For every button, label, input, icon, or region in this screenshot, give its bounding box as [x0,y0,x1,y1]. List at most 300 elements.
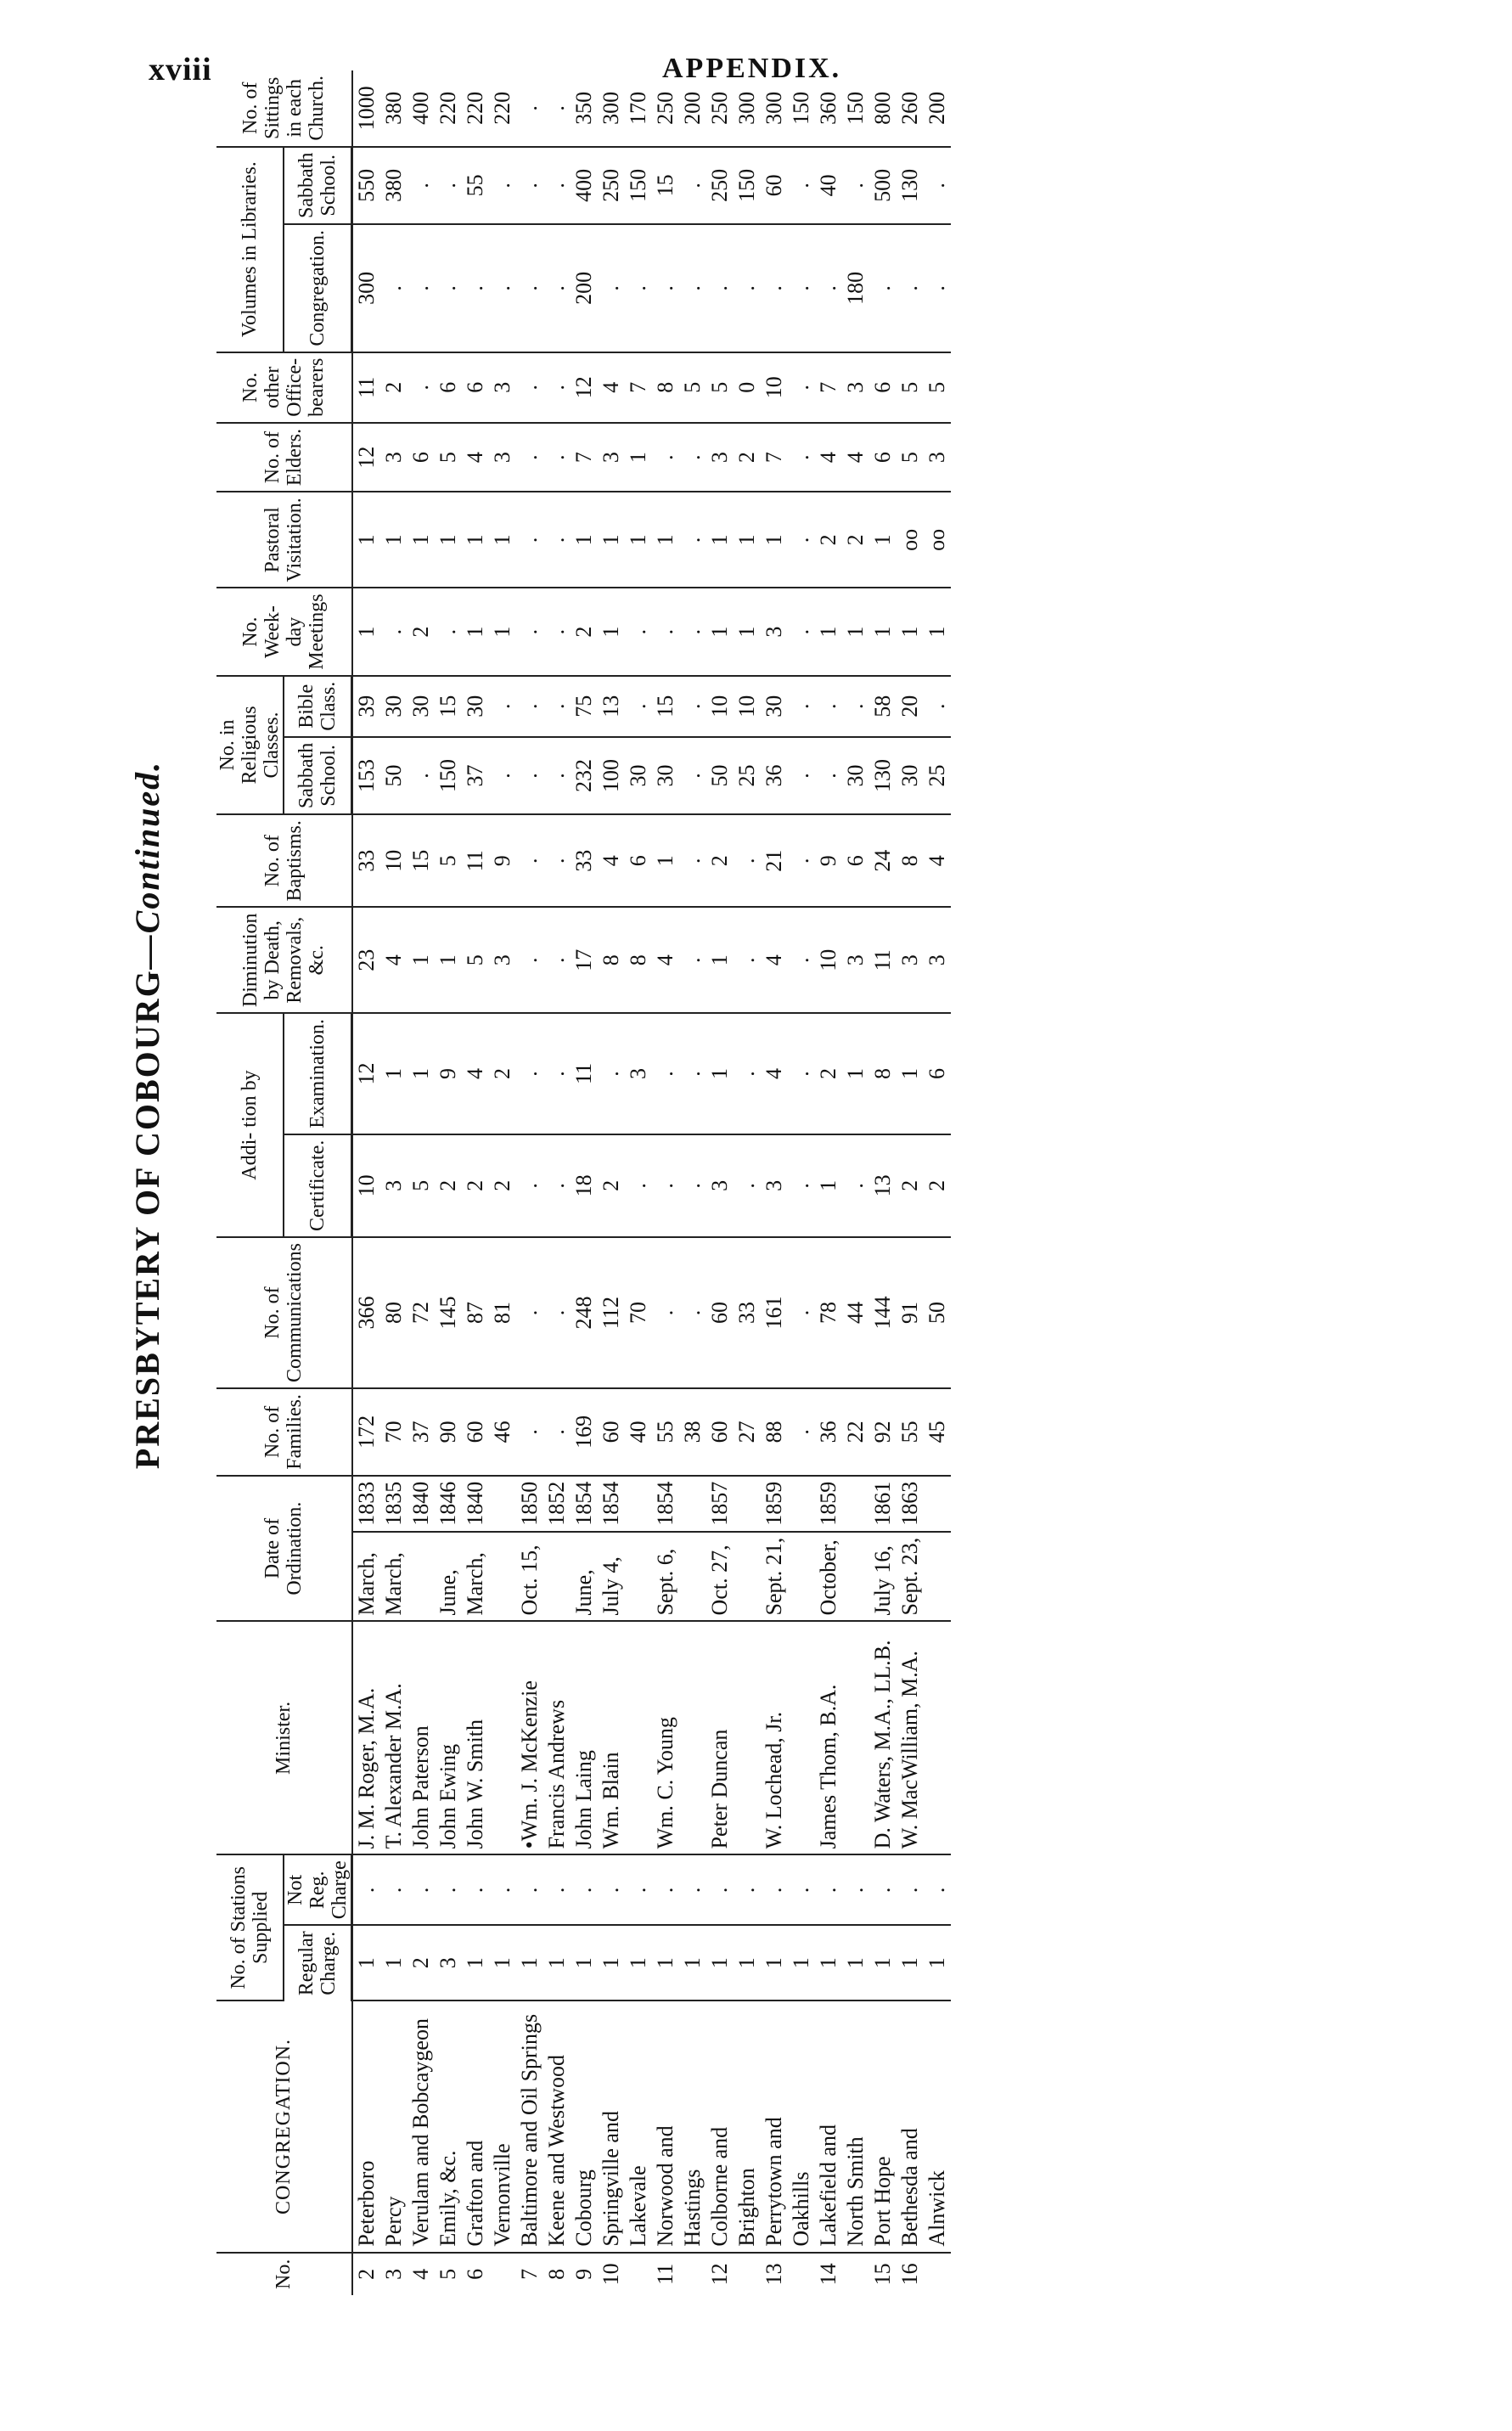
cell-minister [679,1621,706,1854]
cell-reg: 1 [652,1925,679,2001]
cell-no: 2 [353,2268,379,2280]
cell-cert: 1 [815,1134,842,1237]
cell-eld: 2 [734,423,761,492]
cell-wdm: 1 [869,588,897,675]
cell-fam: 36 [815,1388,842,1476]
cell-libc: . [924,224,951,352]
cell-libs: 150 [734,147,761,224]
cell-exam: . [734,1013,761,1134]
cell-sit: 170 [625,70,652,147]
cell-minister: Francis Andrews [543,1621,571,1854]
cell-libs: . [679,147,706,224]
col-communicants: No. of Communications [216,1237,352,1388]
cell-cert: . [543,1134,571,1237]
cell-reg: 1 [462,1925,489,2001]
cell-ob: 10 [761,352,788,423]
cell-fam: . [788,1388,815,1476]
cell-reg: 1 [869,1925,897,2001]
cell-ss: 37 [462,737,489,814]
cell-eld: . [543,423,571,492]
cell-reg: 1 [571,1925,598,2001]
cell-wdm: 1 [734,588,761,675]
cell-no: 15 [870,2263,895,2286]
col-office-bearers: No. other Office-bearers [216,352,352,423]
cell-fam: 60 [706,1388,734,1476]
cell-comm: 72 [408,1237,435,1388]
cell-comm: . [543,1237,571,1388]
cell-notreg: . [815,1854,842,1925]
cell-no: 9 [571,2268,596,2280]
cell-exam: . [543,1013,571,1134]
cell-bapt: 11 [462,814,489,907]
cell-month: June, [571,1532,598,1622]
cell-reg: 1 [897,1925,924,2001]
cell-wdm: . [516,588,543,675]
cell-bc: . [516,676,543,737]
cell-eld: 3 [380,423,408,492]
cell-month: Oct. 27, [706,1532,734,1622]
cell-no [625,2253,652,2295]
cell-eld: 6 [408,423,435,492]
cell-month: Sept. 6, [652,1532,679,1622]
cell-month [679,1532,706,1622]
cell-minister: John W. Smith [462,1621,489,1854]
page-number: xviii [149,52,212,87]
cell-comm: 144 [869,1237,897,1388]
cell-bapt: 6 [842,814,869,907]
cell-year: 1854 [652,1476,679,1532]
cell-notreg: . [869,1854,897,1925]
cell-notreg: . [842,1854,869,1925]
table-row [380,70,408,2295]
cell-bapt: . [734,814,761,907]
cell-pv: 1 [352,492,381,588]
cell-ss: 50 [706,737,734,814]
table-row [842,70,869,2295]
cell-eld: 7 [571,423,598,492]
cell-wdm: 1 [706,588,734,675]
cell-year: 1854 [571,1476,598,1532]
cell-bapt: . [543,814,571,907]
cell-ss: 150 [435,737,462,814]
cell-comm: 60 [706,1237,734,1388]
col-elders: No. of Elders. [216,423,352,492]
cell-month: October, [815,1532,842,1622]
cell-exam: . [598,1013,625,1134]
cell-wdm: . [788,588,815,675]
cell-notreg: . [462,1854,489,1925]
cell-libc: . [788,224,815,352]
cell-minister: Wm. C. Young [652,1621,679,1854]
cell-year [924,1476,951,1532]
cell-sit: 350 [571,70,598,147]
cell-pv: 1 [598,492,625,588]
cell-libc: . [380,224,408,352]
cell-comm: 44 [842,1237,869,1388]
cell-comm: 91 [897,1237,924,1388]
cell-no [924,2253,951,2295]
cell-pv: oo [897,492,924,588]
cell-ss: 50 [380,737,408,814]
cell-bc: 58 [869,676,897,737]
cell-notreg: . [598,1854,625,1925]
cell-wdm: 1 [842,588,869,675]
cell-notreg: . [897,1854,924,1925]
cell-bapt: 4 [924,814,951,907]
cell-ss: 130 [869,737,897,814]
cell-cert: . [516,1134,543,1237]
cell-bc: 30 [462,676,489,737]
cell-no: 16 [897,2263,922,2286]
table-row [462,70,489,2295]
cell-minister: T. Alexander M.A. [380,1621,408,1854]
cell-libs: 380 [380,147,408,224]
cell-minister [842,1621,869,1854]
table-row [788,70,815,2295]
cell-dim: 10 [815,907,842,1013]
cell-minister: W. Lochead, Jr. [761,1621,788,1854]
cell-bc: 30 [408,676,435,737]
cell-minister: John Ewing [435,1621,462,1854]
cell-wdm: . [679,588,706,675]
table-title [127,308,167,1922]
cell-no: 6 [463,2268,487,2280]
cell-pv: 1 [625,492,652,588]
cell-eld: . [516,423,543,492]
cell-libc: . [408,224,435,352]
cell-minister: •Wm. J. McKenzie [516,1621,543,1854]
col-no: No. [216,2253,352,2295]
cell-bapt: 4 [598,814,625,907]
cell-dim: 1 [435,907,462,1013]
col-congregation: CONGREGATION. [216,2001,352,2252]
cell-comm: 70 [625,1237,652,1388]
table-row [897,70,924,2295]
cell-ob: 8 [652,352,679,423]
cell-pv: 2 [815,492,842,588]
cell-wdm: 1 [598,588,625,675]
cell-sit: 200 [924,70,951,147]
cell-wdm: 1 [462,588,489,675]
cell-sit: 250 [652,70,679,147]
cell-minister: J. M. Roger, M.A. [352,1621,381,1854]
cell-no: 10 [599,2263,623,2286]
cell-pv: 1 [761,492,788,588]
col-pastoral: Pastoral Visitation. [216,492,352,588]
cell-year: 1835 [380,1476,408,1532]
cell-sit: 220 [435,70,462,147]
cell-fam: 90 [435,1388,462,1476]
cell-minister [489,1621,516,1854]
cell-dim: 8 [625,907,652,1013]
cell-reg: 1 [842,1925,869,2001]
cell-comm: 112 [598,1237,625,1388]
cell-bc: . [679,676,706,737]
cell-bc: 10 [706,676,734,737]
cell-bapt: 33 [571,814,598,907]
table-row [489,70,516,2295]
cell-comm: 161 [761,1237,788,1388]
cell-ob: 6 [435,352,462,423]
cell-libs: 500 [869,147,897,224]
cell-month: July 16, [869,1532,897,1622]
col-weekday-meetings: No. Week-day Meetings [216,588,352,675]
cell-minister [924,1621,951,1854]
cell-no: 14 [816,2263,840,2286]
cell-reg: 1 [516,1925,543,2001]
cell-minister: John Paterson [408,1621,435,1854]
cell-year: 1852 [543,1476,571,1532]
table-row [706,70,734,2295]
cell-fam: . [516,1388,543,1476]
cell-ob: 7 [815,352,842,423]
cell-no: 7 [517,2268,542,2280]
cell-libc: . [815,224,842,352]
cell-libs: 250 [598,147,625,224]
cell-bapt: 21 [761,814,788,907]
cell-dim: 4 [380,907,408,1013]
cell-eld: . [788,423,815,492]
table-row [734,70,761,2295]
table-row [652,70,679,2295]
cell-pv: oo [924,492,951,588]
cell-no: 4 [408,2268,433,2280]
cell-libc: . [489,224,516,352]
cell-exam: 1 [380,1013,408,1134]
table-title-main: PRESBYTERY OF COBOURG [128,969,166,1470]
col-diminution: Diminution by Death, Removals, &c. [216,907,352,1013]
cell-dim: 3 [489,907,516,1013]
cell-pv: 1 [435,492,462,588]
cell-libs: 55 [462,147,489,224]
cell-sit: 300 [761,70,788,147]
cell-reg: 1 [924,1925,951,2001]
cell-libc: 180 [842,224,869,352]
cell-ob: 6 [869,352,897,423]
cell-bapt: . [679,814,706,907]
cell-reg: 3 [435,1925,462,2001]
cell-dim: 3 [842,907,869,1013]
cell-fam: 45 [924,1388,951,1476]
cell-month: March, [352,1532,381,1622]
cell-eld: 5 [435,423,462,492]
cell-notreg: . [625,1854,652,1925]
cell-notreg: . [924,1854,951,1925]
col-examination: Examination. [284,1013,352,1134]
cell-cert: 3 [761,1134,788,1237]
cell-exam: 1 [897,1013,924,1134]
cell-libc: . [706,224,734,352]
cell-bapt: 24 [869,814,897,907]
cell-exam: . [788,1013,815,1134]
cell-no: 12 [707,2263,732,2286]
cell-ob: 2 [380,352,408,423]
col-minister: Minister. [216,1621,352,1854]
cell-bc: . [543,676,571,737]
table-row [516,70,543,2295]
cell-bc: 39 [352,676,381,737]
cell-bapt: 8 [897,814,924,907]
cell-comm: 81 [489,1237,516,1388]
cell-sit: 360 [815,70,842,147]
cell-libs: 250 [706,147,734,224]
cell-ss: . [788,737,815,814]
cell-no [679,2253,706,2295]
cell-ob: 5 [679,352,706,423]
cell-reg: 1 [543,1925,571,2001]
cell-bc: . [924,676,951,737]
cell-wdm: . [435,588,462,675]
cell-sit: 300 [734,70,761,147]
cell-ss: 30 [897,737,924,814]
cell-month: Sept. 21, [761,1532,788,1622]
cell-bapt: 9 [815,814,842,907]
cell-reg: 1 [598,1925,625,2001]
cell-reg: 1 [761,1925,788,2001]
cell-year [489,1476,516,1532]
cell-fam: 92 [869,1388,897,1476]
cell-notreg: . [652,1854,679,1925]
cell-pv: . [543,492,571,588]
cell-dim: . [734,907,761,1013]
cell-ob: 5 [706,352,734,423]
cell-month: Oct. 15, [516,1532,543,1622]
cell-fam: 172 [352,1388,381,1476]
cell-eld: 5 [897,423,924,492]
cell-ob: . [788,352,815,423]
cell-exam: 12 [352,1013,381,1134]
cell-libs: . [924,147,951,224]
cell-ss: . [815,737,842,814]
cell-wdm: . [652,588,679,675]
cell-libc: . [543,224,571,352]
cell-exam: 4 [462,1013,489,1134]
cell-libs: . [435,147,462,224]
cell-fam: 46 [489,1388,516,1476]
cell-ob: 3 [489,352,516,423]
cell-sit: 400 [408,70,435,147]
cell-notreg: . [543,1854,571,1925]
cell-minister: John Laing [571,1621,598,1854]
cell-libc: 200 [571,224,598,352]
cell-comm: 78 [815,1237,842,1388]
cell-notreg: . [408,1854,435,1925]
cell-no: 8 [544,2268,569,2280]
col-sittings: No. of Sittings in each Church. [216,70,352,147]
table-row [924,70,951,2295]
cell-bapt: 6 [625,814,652,907]
cell-sit: 800 [869,70,897,147]
cell-libc: 300 [352,224,381,352]
cell-wdm: 1 [924,588,951,675]
cell-pv: . [516,492,543,588]
cell-cert: . [842,1134,869,1237]
cell-year: 1854 [598,1476,625,1532]
cell-bapt: 10 [380,814,408,907]
table-row [815,70,842,2295]
cell-exam: 3 [625,1013,652,1134]
table-row [761,70,788,2295]
cell-cong: Baltimore and Oil Springs [516,2001,543,2252]
cell-cert: . [625,1134,652,1237]
cell-notreg: . [679,1854,706,1925]
cell-cert: 2 [924,1134,951,1237]
cell-cong: Verulam and Bobcaygeon [408,2001,435,2252]
cell-notreg: . [380,1854,408,1925]
cell-notreg: . [788,1854,815,1925]
cell-reg: 2 [408,1925,435,2001]
cell-wdm: . [543,588,571,675]
cell-cong: Lakevale [625,2001,652,2252]
cell-sit: 380 [380,70,408,147]
table-title-suffix: —Continued. [128,760,166,970]
cell-wdm: 3 [761,588,788,675]
cell-exam: 2 [489,1013,516,1134]
cell-month: June, [435,1532,462,1622]
cell-dim: 1 [408,907,435,1013]
cell-dim: 4 [652,907,679,1013]
cell-ss: 232 [571,737,598,814]
cell-month: July 4, [598,1532,625,1622]
cell-year: 1857 [706,1476,734,1532]
cell-libs: . [543,147,571,224]
table-row [625,70,652,2295]
cell-cong: Cobourg [571,2001,598,2252]
cell-bc: 15 [435,676,462,737]
cell-dim: 5 [462,907,489,1013]
cell-dim: 8 [598,907,625,1013]
cell-exam: 1 [706,1013,734,1134]
cell-reg: 1 [706,1925,734,2001]
cell-wdm: 2 [408,588,435,675]
cell-ob: . [516,352,543,423]
cell-dim: 23 [352,907,381,1013]
cell-dim: . [788,907,815,1013]
cell-fam: 40 [625,1388,652,1476]
cell-dim: 3 [897,907,924,1013]
cell-libc: . [761,224,788,352]
cell-month: March, [380,1532,408,1622]
cell-year: 1859 [815,1476,842,1532]
cell-bc: 15 [652,676,679,737]
cell-minister: Wm. Blain [598,1621,625,1854]
cell-pv: 1 [571,492,598,588]
cell-exam: 1 [408,1013,435,1134]
cell-ob: 12 [571,352,598,423]
cell-no [734,2253,761,2295]
cell-ss: . [408,737,435,814]
cell-libs: . [516,147,543,224]
cell-notreg: . [435,1854,462,1925]
cell-ss: 25 [924,737,951,814]
cell-sit: 1000 [352,70,381,147]
cell-minister: W. MacWilliam, M.A. [897,1621,924,1854]
col-baptisms: No. of Baptisms. [216,814,352,907]
cell-cong: Emily, &c. [435,2001,462,2252]
cell-libc: . [625,224,652,352]
cell-comm: 145 [435,1237,462,1388]
cell-pv: 1 [380,492,408,588]
cell-libc: . [897,224,924,352]
cell-reg: 1 [815,1925,842,2001]
cell-year: 1833 [352,1476,381,1532]
cell-eld: 3 [598,423,625,492]
table-row [352,70,381,2295]
cell-eld: 7 [761,423,788,492]
cell-comm: 80 [380,1237,408,1388]
cell-libc: . [516,224,543,352]
cell-libs: 150 [625,147,652,224]
